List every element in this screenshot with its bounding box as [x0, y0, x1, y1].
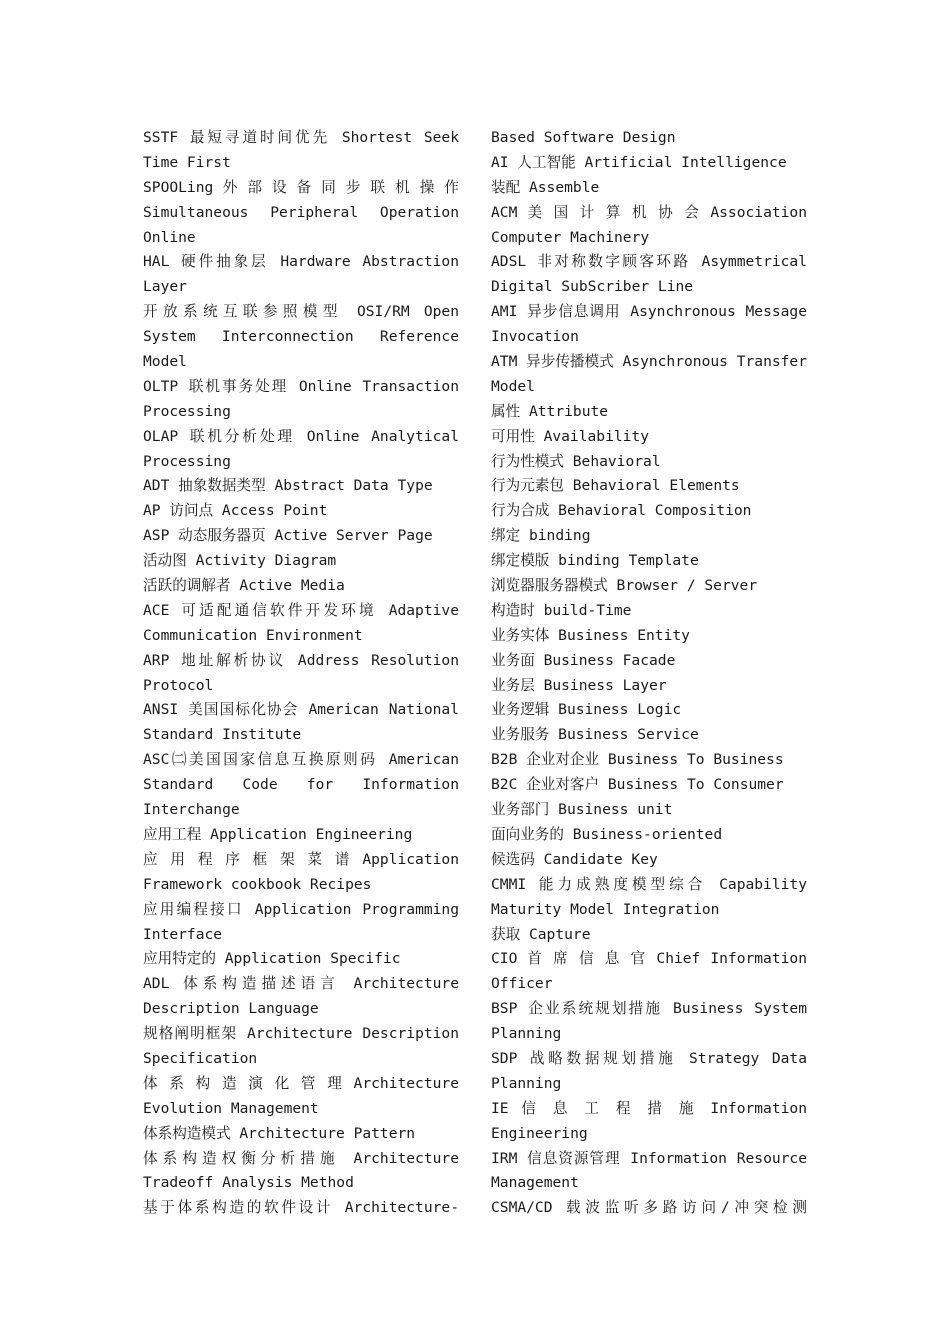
glossary-line: SDP 战略数据规划措施 Strategy Data: [491, 1049, 807, 1067]
glossary-line: 体 系 构 造 演 化 管 理 Architecture: [143, 1074, 459, 1092]
left-column: [143, 126, 459, 1221]
glossary-line: Processing: [143, 452, 231, 470]
glossary-line: Officer: [491, 975, 553, 993]
glossary-line: 面向业务的 Business-oriented: [491, 825, 723, 843]
glossary-line: Online: [143, 228, 196, 246]
glossary-line: B2B 企业对企业 Business To Business: [491, 751, 784, 769]
glossary-line: Planning: [491, 1074, 562, 1092]
glossary-line: 体系构造模式 Architecture Pattern: [143, 1124, 416, 1142]
glossary-line: Tradeoff Analysis Method: [143, 1174, 354, 1192]
glossary-line: ADT 抽象数据类型 Abstract Data Type: [143, 477, 433, 495]
glossary-line: 可用性 Availability: [491, 427, 650, 445]
glossary-line: CIO 首 席 信 息 官 Chief Information: [491, 950, 807, 968]
glossary-line: Processing: [143, 402, 231, 420]
glossary-line: ASC㈡美国国家信息互换原则码 American: [143, 751, 459, 769]
glossary-line: BSP 企业系统规划措施 Business System: [491, 1000, 807, 1018]
glossary-line: 候选码 Candidate Key: [491, 850, 658, 868]
glossary-line: AMI 异步信息调用 Asynchronous Message: [491, 303, 807, 321]
glossary-line: 活动图 Activity Diagram: [143, 552, 337, 570]
glossary-line: ARP 地址解析协议 Address Resolution: [143, 651, 459, 669]
glossary-line: Computer Machinery: [491, 228, 650, 246]
glossary-line: Description Language: [143, 1000, 319, 1018]
glossary-line: Invocation: [491, 328, 579, 346]
glossary-line: AP 访问点 Access Point: [143, 502, 328, 520]
glossary-line: CSMA/CD 载波监听多路访问/冲突检测: [491, 1199, 807, 1217]
glossary-line: 装配 Assemble: [491, 178, 600, 196]
glossary-line: 应用编程接口 Application Programming: [143, 900, 459, 918]
glossary-line: ASP 动态服务器页 Active Server Page: [143, 527, 433, 545]
glossary-line: 基于体系构造的软件设计 Architecture-: [143, 1199, 459, 1217]
glossary-line: IRM 信息资源管理 Information Resource: [491, 1149, 807, 1167]
glossary-line: Standard Institute: [143, 726, 302, 744]
glossary-line: 规格阐明框架 Architecture Description: [143, 1025, 459, 1043]
glossary-line: 行为性模式 Behavioral: [491, 452, 661, 470]
glossary-line: Based Software Design: [491, 129, 676, 146]
glossary-line: ANSI 美国国标化协会 American National: [143, 701, 459, 719]
glossary-line: SPOOLing 外 部 设 备 同 步 联 机 操 作: [143, 178, 459, 196]
glossary-line: 行为元素包 Behavioral Elements: [491, 477, 740, 495]
glossary-line: 业务层 Business Layer: [491, 676, 667, 694]
glossary-line: OLAP 联机分析处理 Online Analytical: [143, 427, 459, 445]
glossary-line: OLTP 联机事务处理 Online Transaction: [143, 377, 459, 395]
glossary-line: 业务部门 Business unit: [491, 801, 673, 819]
glossary-line: 属性 Attribute: [491, 402, 609, 420]
glossary-line: 绑定模版 binding Template: [491, 552, 699, 570]
glossary-line: 应用工程 Application Engineering: [143, 825, 413, 843]
glossary-line: Specification: [143, 1049, 258, 1067]
glossary-line: HAL 硬件抽象层 Hardware Abstraction: [143, 253, 459, 271]
glossary-line: Interchange: [143, 801, 240, 819]
glossary-line: IE 信 息 工 程 措 施 Information: [491, 1099, 807, 1117]
right-column: [491, 126, 807, 1221]
glossary-line: 浏览器服务器模式 Browser / Server: [491, 577, 758, 595]
glossary-line: Protocol: [143, 676, 214, 694]
glossary-line: Evolution Management: [143, 1099, 319, 1117]
glossary-line: System Interconnection Reference: [143, 328, 459, 346]
glossary-line: Model: [491, 377, 535, 395]
glossary-line: ACE 可适配通信软件开发环境 Adaptive: [143, 601, 459, 619]
glossary-line: 体系构造权衡分析措施 Architecture: [143, 1149, 459, 1167]
glossary-line: Engineering: [491, 1124, 588, 1142]
glossary-line: 开放系统互联参照模型 OSI/RM Open: [143, 303, 459, 321]
glossary-line: 业务逻辑 Business Logic: [491, 701, 682, 719]
glossary-line: 业务服务 Business Service: [491, 726, 699, 744]
glossary-line: Time First: [143, 153, 231, 171]
glossary-line: 行为合成 Behavioral Composition: [491, 502, 752, 520]
glossary-line: 获取 Capture: [491, 925, 591, 943]
glossary-line: AI 人工智能 Artificial Intelligence: [491, 153, 787, 171]
glossary-line: 应 用 程 序 框 架 菜 谱 Application: [143, 850, 459, 868]
glossary-line: 业务面 Business Facade: [491, 651, 676, 669]
glossary-line: Communication Environment: [143, 626, 363, 644]
glossary-line: Maturity Model Integration: [491, 900, 720, 918]
glossary-line: ATM 异步传播模式 Asynchronous Transfer: [491, 353, 807, 371]
glossary-line: Framework cookbook Recipes: [143, 875, 372, 893]
glossary-line: Simultaneous Peripheral Operation: [143, 203, 459, 221]
glossary-line: Layer: [143, 278, 187, 296]
glossary-line: ACM 美 国 计 算 机 协 会 Association: [491, 203, 807, 221]
glossary-line: SSTF 最短寻道时间优先 Shortest Seek: [143, 129, 459, 146]
glossary-line: Digital SubScriber Line: [491, 278, 694, 296]
glossary-line: 业务实体 Business Entity: [491, 626, 690, 644]
glossary-line: 构造时 build-Time: [491, 601, 632, 619]
glossary-line: Planning: [491, 1025, 562, 1043]
glossary-line: ADL 体系构造描述语言 Architecture: [143, 975, 459, 993]
glossary-line: 绑定 binding: [491, 527, 591, 545]
glossary-line: CMMI 能力成熟度模型综合 Capability: [491, 875, 807, 893]
glossary-line: 应用特定的 Application Specific: [143, 950, 401, 968]
glossary-line: ADSL 非对称数字顾客环路 Asymmetrical: [491, 253, 807, 271]
glossary-line: Interface: [143, 925, 223, 943]
glossary-line: Model: [143, 353, 187, 371]
glossary-line: 活跃的调解者 Active Media: [143, 577, 345, 595]
glossary-line: Management: [491, 1174, 579, 1192]
glossary-line: Standard Code for Information: [143, 776, 459, 794]
glossary-line: B2C 企业对客户 Business To Consumer: [491, 776, 784, 794]
